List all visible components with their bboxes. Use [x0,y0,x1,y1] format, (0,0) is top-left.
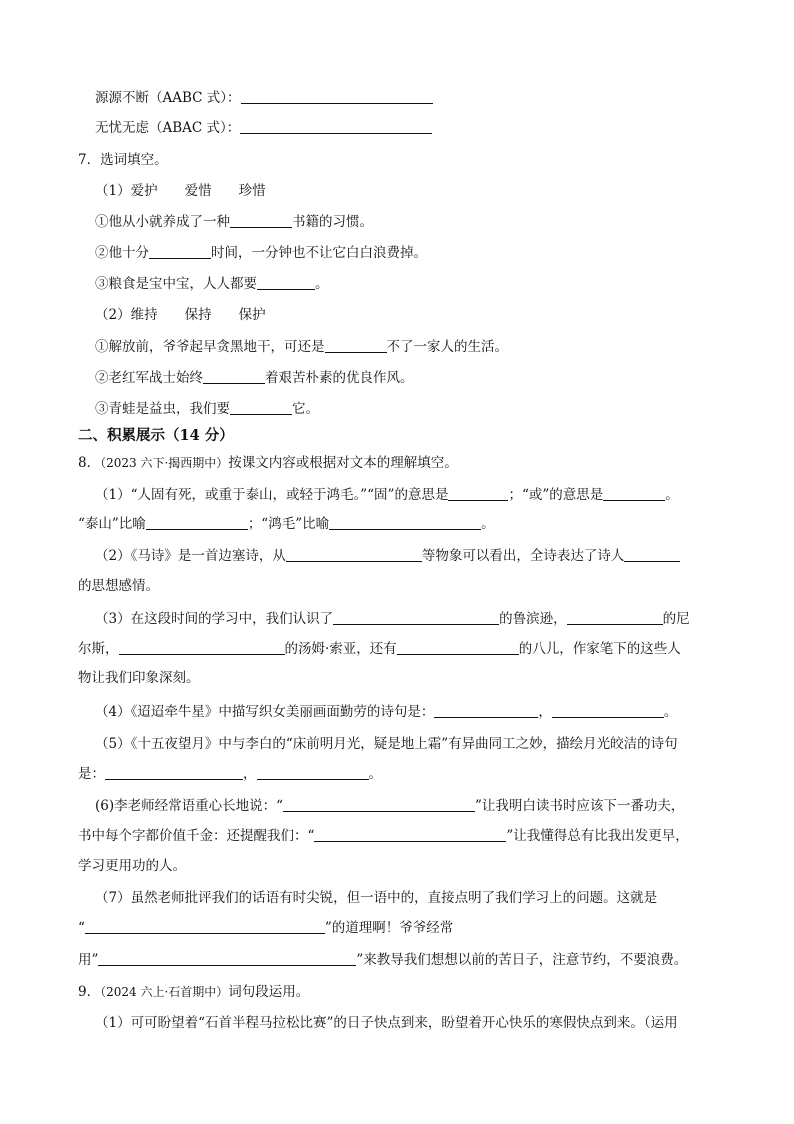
q7-sentence-6 [95,399,319,419]
sentence-text: 时间，一分钟也不让它白白浪费掉。 [211,245,427,261]
q9-heading [78,982,309,1002]
answer-blank[interactable] [257,275,315,290]
answer-blank[interactable] [286,547,422,562]
item-text: ；“或”的意思是 [508,487,604,503]
q9-item-1: （1）可可盼望着“石首半程马拉松比赛”的日子快点到来，盼望着开心快乐的寒假快点到来。（运用 [95,1015,678,1031]
section-heading: 二、积累展示（14 分） [78,427,234,444]
q7-sentence-4 [95,337,508,357]
answer-blank[interactable] [448,486,508,501]
q6-line-2-text: 无忧无虑（ABAC 式）： [95,120,241,136]
item-text: 。 [481,516,495,532]
q8-item-3-line-2 [78,639,681,659]
item-text: 。 [663,704,678,720]
answer-blank[interactable] [146,515,248,530]
q8-item-2-line-2: 的思想感情。 [78,578,159,594]
item-text: 。 [368,766,382,782]
q8-item-2-line-1 [95,546,680,566]
answer-blank[interactable] [325,338,387,353]
q6-line-2 [95,118,432,138]
q8-item-6-line-1 [95,796,684,816]
answer-blank[interactable] [85,919,325,934]
q8-item-7-line-3 [78,950,687,970]
question-prompt: 按课文内容或根据对文本的理解填空。 [228,455,458,471]
answer-blank[interactable] [333,610,499,625]
item-text: ”让我懂得总有比我出发更早， [506,828,689,844]
item-text: （3）在这段时间的学习中，我们认识了 [95,611,334,627]
item-text: ；“鸿毛”比喻 [247,516,330,532]
q8-item-1-line-2 [78,514,495,534]
question-prompt: 词句段运用。 [228,984,310,1000]
q8-item-5-line-1: （5）《十五夜望月》中与李白的“床前明月光，疑是地上霜”有异曲同工之妙，描绘月光皎洁的诗句 [95,736,678,752]
answer-blank[interactable] [98,951,356,966]
q7-sentence-3 [95,274,329,294]
sentence-text: ③青蛙是益虫，我们要 [95,401,230,417]
item-text: ”让我明白读书时应该下一番功夫， [475,798,685,814]
sentence-text: ①他从小就养成了一种 [95,214,230,230]
answer-blank[interactable] [314,827,506,842]
q8-item-6-line-3: 学习更用功的人。 [78,858,186,874]
answer-blank[interactable] [119,640,285,655]
sentence-text: 不了一家人的生活。 [386,339,508,355]
item-text: （2）《马诗》是一首边塞诗，从 [95,548,286,564]
q7-sentence-5 [95,368,414,388]
item-text: （4）《迢迢牵牛星》中描写织女美丽画面勤劳的诗句是： [95,704,435,720]
answer-blank[interactable] [434,703,538,718]
question-number: 9． [78,984,101,1000]
item-text: “ [78,920,85,936]
item-text: 是： [78,766,105,782]
item-text: 。 [665,487,679,503]
item-text: 的尼 [662,611,690,627]
q7-sentence-1 [95,212,373,232]
answer-blank[interactable] [230,400,292,415]
answer-blank[interactable] [257,765,369,780]
item-text: 的鲁滨逊， [499,611,567,627]
answer-blank[interactable] [240,119,432,134]
question-number: 8． [78,455,101,471]
answer-blank[interactable] [203,369,265,384]
item-text: ”的道理啊！爷爷经常 [324,920,454,936]
answer-blank[interactable] [329,515,481,530]
q8-item-7-line-2 [78,918,453,938]
q6-line-1 [95,88,433,108]
answer-blank[interactable] [624,547,680,562]
answer-blank[interactable] [552,703,664,718]
item-text: “泰山”比喻 [78,516,146,532]
answer-blank[interactable] [283,797,475,812]
sentence-text: 。 [315,276,329,292]
item-text: （1）“人固有死，或重于泰山，或轻于鸿毛。”“固”的意思是 [95,487,449,503]
q6-line-1-text: 源源不断（AABC 式）： [95,90,241,106]
item-text: ”来教导我们想想以前的苦日子，注意节约，不要浪费。 [356,952,688,968]
item-text: 的八儿，作家笔下的这些人 [518,641,681,657]
item-text: 用” [78,952,99,968]
item-text: ， [538,704,552,720]
q7-title: 7．选词填空。 [78,152,168,168]
q8-item-3-line-1 [95,609,690,629]
item-text: (6)李老师经常语重心长地说：“ [95,798,284,814]
item-text: 书中每个字都价值千金：还提醒我们：“ [78,828,315,844]
q8-heading [78,453,458,473]
sentence-text: ③粮食是宝中宝，人人都要 [95,276,257,292]
sentence-text: 着艰苦朴素的优良作风。 [265,370,414,386]
q8-item-7-line-1: （7）虽然老师批评我们的话语有时尖锐，但一语中的，直接点明了我们学习上的问题。这就是 [95,890,658,906]
sentence-text: ①解放前，爷爷起早贪黑地干，可还是 [95,339,325,355]
q8-item-5-line-2 [78,764,382,784]
question-source: （2024 六上·石首期中） [100,985,229,999]
answer-blank[interactable] [241,89,433,104]
q7-sentence-2 [95,243,427,263]
sentence-text: 它。 [292,401,319,417]
item-text: 的汤姆·索亚，还有 [284,641,397,657]
question-source: （2023 六下·揭西期中） [100,456,229,470]
answer-blank[interactable] [105,765,243,780]
q7-word-group-1: （1）爱护 爱惜 珍惜 [95,183,266,199]
answer-blank[interactable] [149,244,211,259]
item-text: ， [243,766,257,782]
q7-word-group-2: （2）维持 保持 保护 [95,307,266,323]
q8-item-4 [95,702,677,722]
answer-blank[interactable] [230,213,292,228]
q8-item-3-line-3: 物让我们印象深刻。 [78,670,200,686]
q8-item-6-line-2 [78,826,689,846]
answer-blank[interactable] [397,640,519,655]
sentence-text: ②老红军战士始终 [95,370,203,386]
answer-blank[interactable] [567,610,663,625]
q8-item-1-line-1 [95,485,679,505]
sentence-text: ②他十分 [95,245,149,261]
item-text: 等物象可以看出，全诗表达了诗人 [421,548,625,564]
item-text: 尔斯， [78,641,119,657]
answer-blank[interactable] [603,486,665,501]
sentence-text: 书籍的习惯。 [292,214,373,230]
